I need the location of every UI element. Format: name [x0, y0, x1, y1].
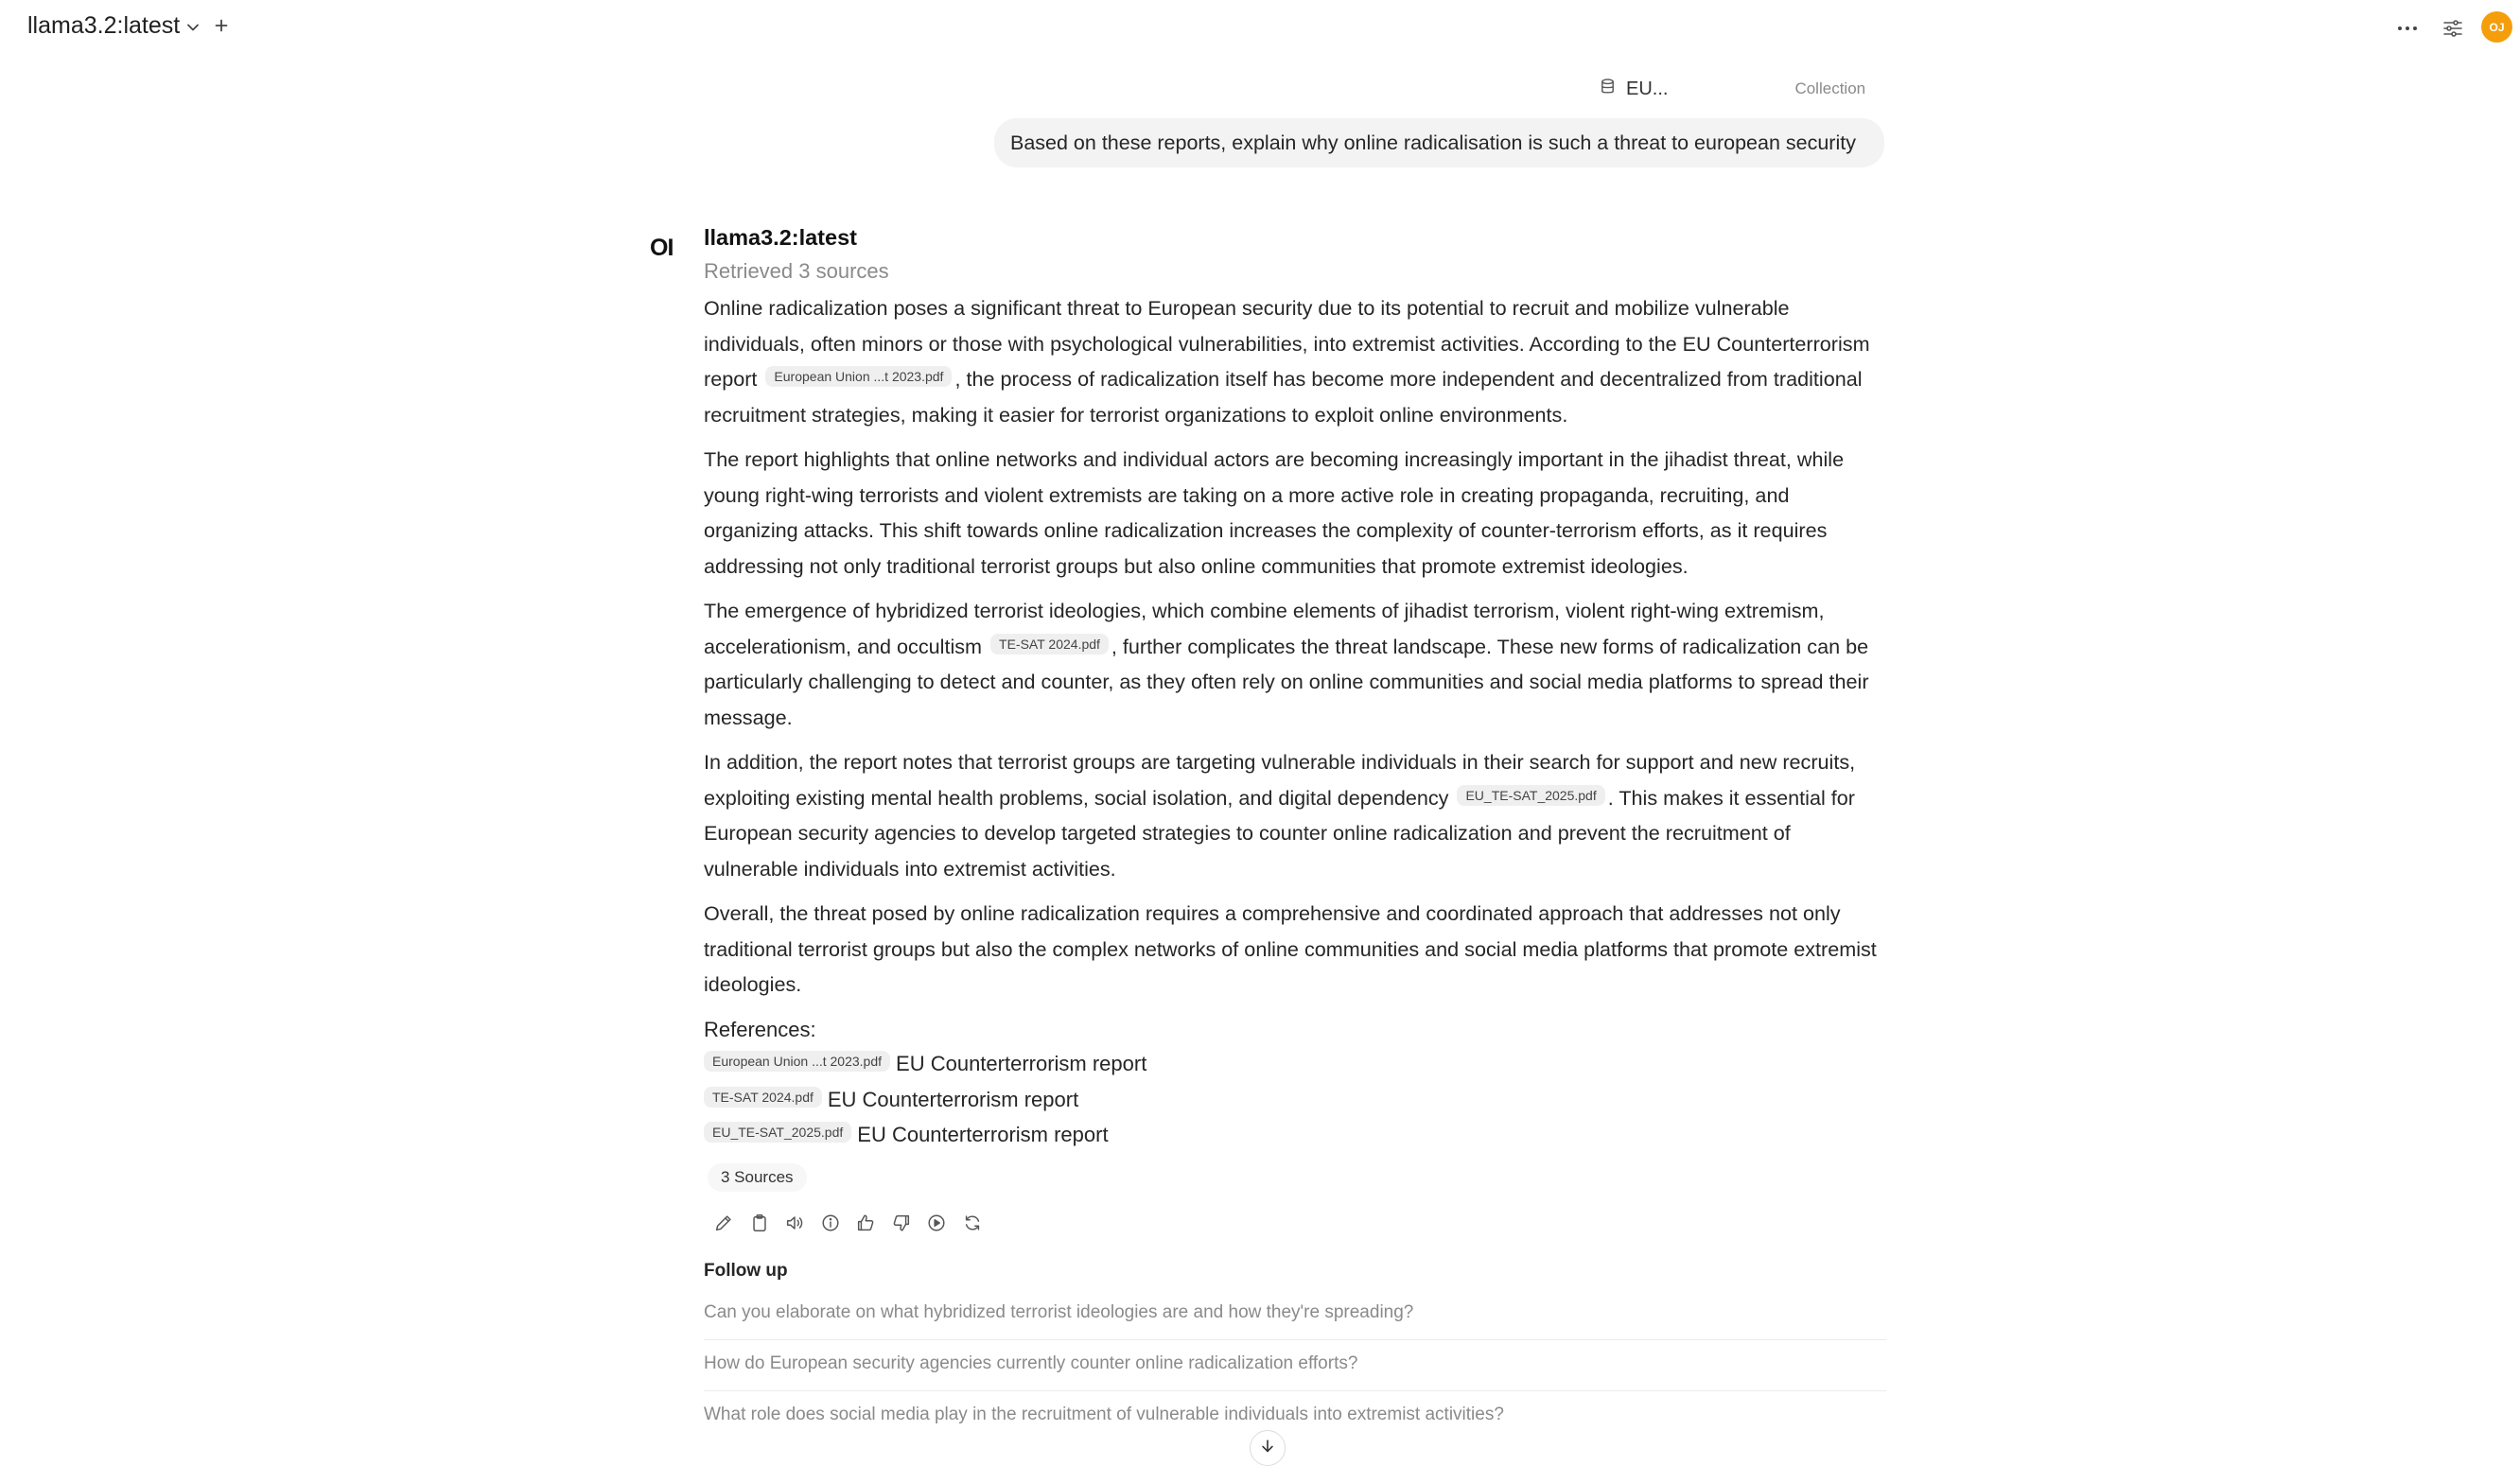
citation-chip[interactable]: EU_TE-SAT_2025.pdf	[1457, 785, 1604, 806]
citation-chip[interactable]: EU_TE-SAT_2025.pdf	[704, 1122, 851, 1143]
assistant-response	[704, 290, 1886, 1012]
citation-chip[interactable]: TE-SAT 2024.pdf	[990, 634, 1109, 654]
divider	[704, 1390, 1886, 1391]
play-icon[interactable]	[924, 1211, 949, 1235]
more-options-icon[interactable]	[2393, 17, 2422, 40]
attached-collection-chip[interactable]	[1599, 76, 1865, 102]
follow-up-suggestion[interactable]: What role does social media play in the recruitment of vulnerable individuals into extremist activities?	[704, 1405, 1504, 1424]
speaker-icon[interactable]	[782, 1211, 807, 1235]
retrieval-status[interactable]: Retrieved 3 sources	[704, 259, 889, 283]
citation-chip[interactable]: European Union ...t 2023.pdf	[765, 366, 952, 387]
add-model-icon[interactable]	[212, 16, 231, 35]
copy-icon[interactable]	[747, 1211, 772, 1235]
sources-button[interactable]: 3 Sources	[708, 1163, 807, 1192]
message-action-bar	[711, 1211, 995, 1235]
database-icon	[1599, 78, 1617, 100]
assistant-model-name: llama3.2:latest	[704, 225, 857, 250]
chevron-down-icon[interactable]	[184, 18, 202, 37]
response-paragraph: Online radicalization poses a significant threat to European security due to its potential to recruit and mobilize vulnerable individuals, often minors or those with psychological vulnerabilities, into extremist activities. According to the EU Counterterrorism report European Union ...t 2023.pdf , the process of radicalization itself has become more independent and decentralized from traditional recruitment strategies, making it easier for terrorist organizations to exploit online environments.	[704, 296, 1870, 427]
references-section	[704, 1014, 1886, 1153]
collection-name: EU...	[1626, 78, 1669, 99]
citation-chip[interactable]: TE-SAT 2024.pdf	[704, 1087, 822, 1108]
reference-item: EU_TE-SAT_2025.pdf EU Counterterrorism report	[704, 1117, 1886, 1153]
response-paragraph: The emergence of hybridized terrorist ideologies, which combine elements of jihadist terrorism, violent right-wing extremism, accelerationism, and occultism TE-SAT 2024.pdf , further complicates the threat landscape. These new forms of radicalization can be particularly challenging to detect and counter, as they often rely on online communities and social media platforms to spread their message.	[704, 599, 1869, 729]
response-paragraph: In addition, the report notes that terrorist groups are targeting vulnerable individuals in their search for support and new recruits, exploiting existing mental health problems, social isolation, and digital dependency EU_TE-SAT_2025.pdf . This makes it essential for European security agencies to develop targeted strategies to counter online radicalization and prevent the recruitment of vulnerable individuals into extremist activities.	[704, 750, 1856, 881]
user-avatar[interactable]: OJ	[2481, 11, 2512, 43]
thumbs-up-icon[interactable]	[853, 1211, 878, 1235]
info-icon[interactable]	[818, 1211, 843, 1235]
follow-up-suggestion[interactable]: How do European security agencies currently counter online radicalization efforts?	[704, 1353, 1358, 1373]
model-selector-label[interactable]: llama3.2:latest	[27, 12, 181, 39]
user-message-bubble: Based on these reports, explain why online radicalisation is such a threat to european security	[994, 118, 1884, 167]
thumbs-down-icon[interactable]	[889, 1211, 914, 1235]
reference-item: TE-SAT 2024.pdf EU Counterterrorism report	[704, 1082, 1886, 1118]
assistant-avatar-logo: OI	[650, 235, 674, 261]
regenerate-icon[interactable]	[960, 1211, 985, 1235]
collection-type-label: Collection	[1794, 79, 1866, 97]
controls-sliders-icon[interactable]	[2440, 15, 2466, 42]
response-paragraph: Overall, the threat posed by online radicalization requires a comprehensive and coordinated approach that addresses not only traditional terrorist groups but also the complex networks of online communities and social media platforms that promote extremist ideologies.	[704, 901, 1877, 996]
divider	[704, 1339, 1886, 1340]
citation-chip[interactable]: European Union ...t 2023.pdf	[704, 1051, 890, 1072]
follow-up-heading: Follow up	[704, 1261, 788, 1281]
references-heading: References:	[704, 1018, 816, 1041]
reference-item: European Union ...t 2023.pdf EU Counterterrorism report	[704, 1046, 1886, 1082]
response-paragraph: The report highlights that online networks and individual actors are becoming increasingly important in the jihadist threat, while young right-wing terrorists and violent extremists are taking on a more active role in creating propaganda, recruiting, and organizing attacks. This shift towards online radicalization increases the complexity of counter-terrorism efforts, as it requires addressing not only traditional terrorist groups but also online communities that promote extremist ideologies.	[704, 447, 1845, 578]
arrow-down-icon	[1259, 1438, 1276, 1459]
edit-icon[interactable]	[711, 1211, 736, 1235]
scroll-to-bottom-button[interactable]	[1250, 1430, 1286, 1466]
follow-up-suggestion[interactable]: Can you elaborate on what hybridized terrorist ideologies are and how they're spreading?	[704, 1302, 1414, 1322]
